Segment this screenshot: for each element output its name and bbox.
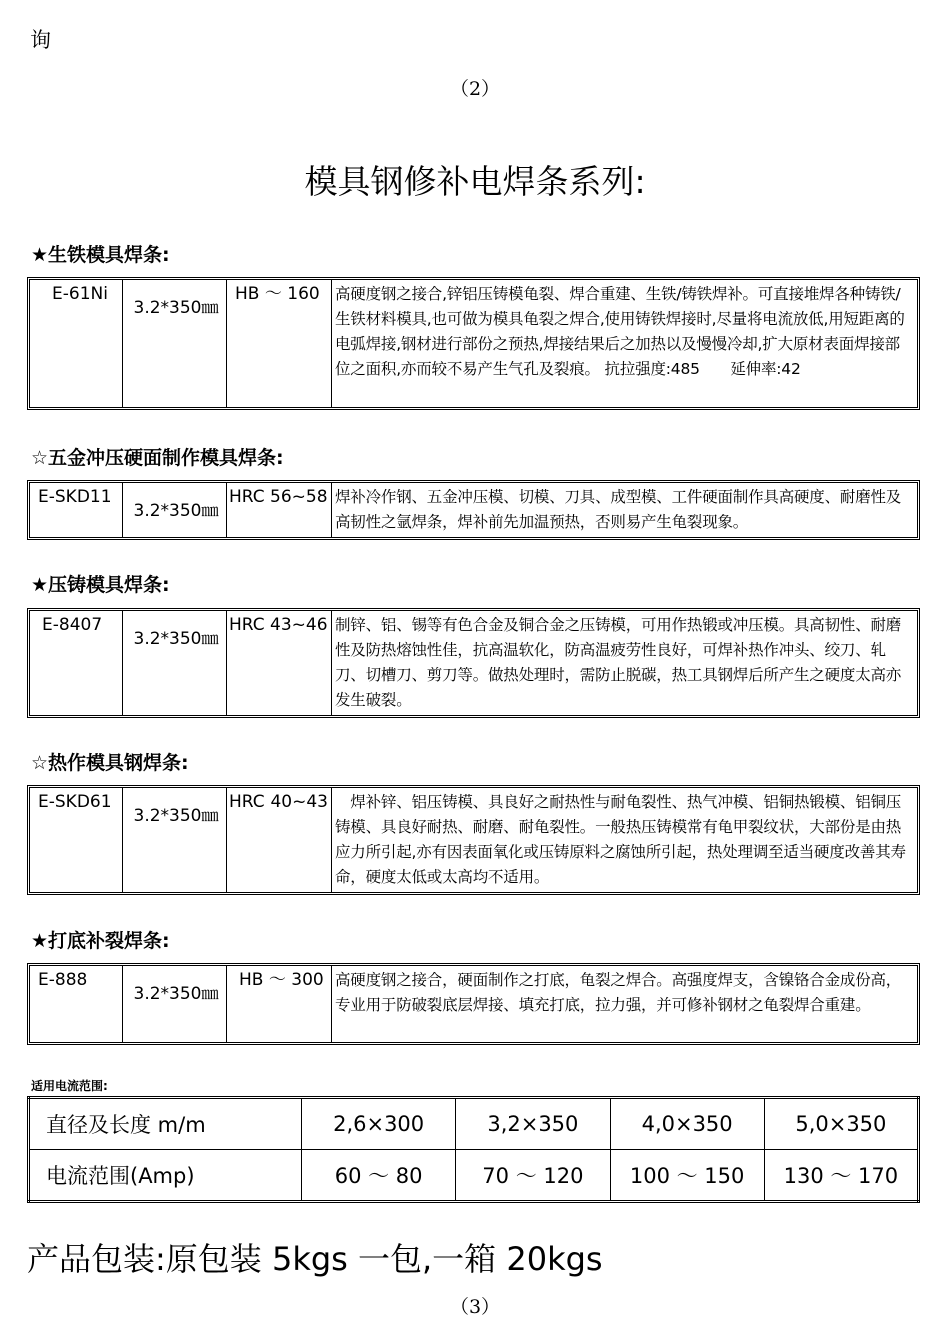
table-row <box>30 280 917 407</box>
size-cell: 3.2*350㎜ <box>123 611 227 715</box>
size-value: 5,0×350 <box>764 1098 918 1150</box>
description-cell: 焊补锌、铝压铸模、具良好之耐热性与耐龟裂性、热气冲模、铝铜热锻模、铝铜压铸模、具良好耐热、耐磨、耐龟裂性。一般热压铸模常有龟甲裂纹状，大部份是由热应力所引起,亦有因表面氧化或压铸原料之腐蚀所引起，热处理调至适当硬度改善其寿命，硬度太低或太高均不适用。 <box>335 793 906 886</box>
size-cell: 3.2*350㎜ <box>123 966 227 1042</box>
spec-table-cast-iron <box>27 277 920 410</box>
page-number-bottom: （3） <box>449 1296 501 1318</box>
hardness-cell: HRC 40~43 <box>227 788 332 892</box>
description-cell: 高硬度钢之接合，硬面制作之打底，龟裂之焊合。高强度焊支，含镍铬合金成份高，专业用于防破裂底层焊接、填充打底，拉力强，并可修补钢材之龟裂焊合重建。 <box>335 971 902 1014</box>
table-row <box>29 1150 919 1202</box>
page-number-top: （2） <box>449 78 501 100</box>
description-cell: 焊补冷作钢、五金冲压模、切模、刀具、成型模、工件硬面制作具高硬度、耐磨性及高韧性之氩焊条，焊补前先加温预热，否则易产生龟裂现象。 <box>335 488 902 531</box>
section-heading-die-casting: ★压铸模具焊条: <box>31 574 170 596</box>
spec-table-hot-work <box>27 785 920 895</box>
spec-table-die-casting <box>27 608 920 718</box>
description-cell: 制锌、铝、锡等有色合金及铜合金之压铸模，可用作热锻或冲压模。具高韧性、耐磨性及防热熔蚀性佳，抗高温软化，防高温疲劳性良好，可焊补热作冲头、绞刀、轧刀、切槽刀、剪刀等。做热处理时，需防止脱碳，热工具钢焊后所产生之硬度太高亦发生破裂。 <box>335 616 902 709</box>
table-row <box>30 611 917 715</box>
section-heading-hot-work: ☆热作模具钢焊条: <box>31 752 189 774</box>
size-cell: 3.2*350㎜ <box>123 483 227 537</box>
section-heading-base-crack: ★打底补裂焊条: <box>31 930 170 952</box>
model-cell: E-888 <box>30 966 123 1042</box>
size-cell: 3.2*350㎜ <box>123 280 227 407</box>
description-cell: 高硬度钢之接合,锌铝压铸模龟裂、焊合重建、生铁/铸铁焊补。可直接堆焊各种铸铁/生铁材料模具,也可做为模具龟裂之焊合,使用铸铁焊接时,尽量将电流放低,用短距离的电弧焊接,钢材进行部份之预热,焊接结果后之加热以及慢慢冷却,扩大原材表面焊接部位之面积,亦而较不易产生气孔及裂痕。 抗拉强度:485 延伸率:42 <box>335 285 905 378</box>
top-fragment-text: 询 <box>30 28 51 52</box>
current-value: 100 ～ 150 <box>610 1150 764 1202</box>
model-cell: E-8407 <box>30 611 123 715</box>
model-cell: E-61Ni <box>30 280 123 407</box>
spec-table-hardware-stamping <box>27 480 920 540</box>
section-heading-hardware-stamping: ☆五金冲压硬面制作模具焊条: <box>31 447 284 469</box>
size-row-label: 直径及长度 m/m <box>29 1098 302 1150</box>
size-value: 2,6×300 <box>302 1098 456 1150</box>
packaging-text: 产品包装:原包装 5kgs 一包,一箱 20kgs <box>27 1240 603 1278</box>
current-value: 70 ～ 120 <box>456 1150 610 1202</box>
hardness-cell: HRC 56~58 <box>227 483 332 537</box>
table-row <box>30 788 917 892</box>
spec-table-base-crack <box>27 963 920 1045</box>
current-row-label: 电流范围(Amp) <box>29 1150 302 1202</box>
section-heading-cast-iron: ★生铁模具焊条: <box>31 244 170 266</box>
size-cell: 3.2*350㎜ <box>123 788 227 892</box>
current-value: 60 ～ 80 <box>302 1150 456 1202</box>
hardness-cell: HB ～ 160 <box>227 280 332 407</box>
current-value: 130 ～ 170 <box>764 1150 918 1202</box>
hardness-cell: HB ～ 300 <box>227 966 332 1042</box>
table-row <box>30 966 917 1042</box>
model-cell: E-SKD61 <box>30 788 123 892</box>
current-range-table <box>27 1096 920 1203</box>
table-row <box>30 483 917 537</box>
hardness-cell: HRC 43~46 <box>227 611 332 715</box>
current-range-label: 适用电流范围: <box>31 1079 108 1093</box>
model-cell: E-SKD11 <box>30 483 123 537</box>
size-value: 3,2×350 <box>456 1098 610 1150</box>
size-value: 4,0×350 <box>610 1098 764 1150</box>
table-row <box>29 1098 919 1150</box>
page-title: 模具钢修补电焊条系列: <box>304 162 646 201</box>
